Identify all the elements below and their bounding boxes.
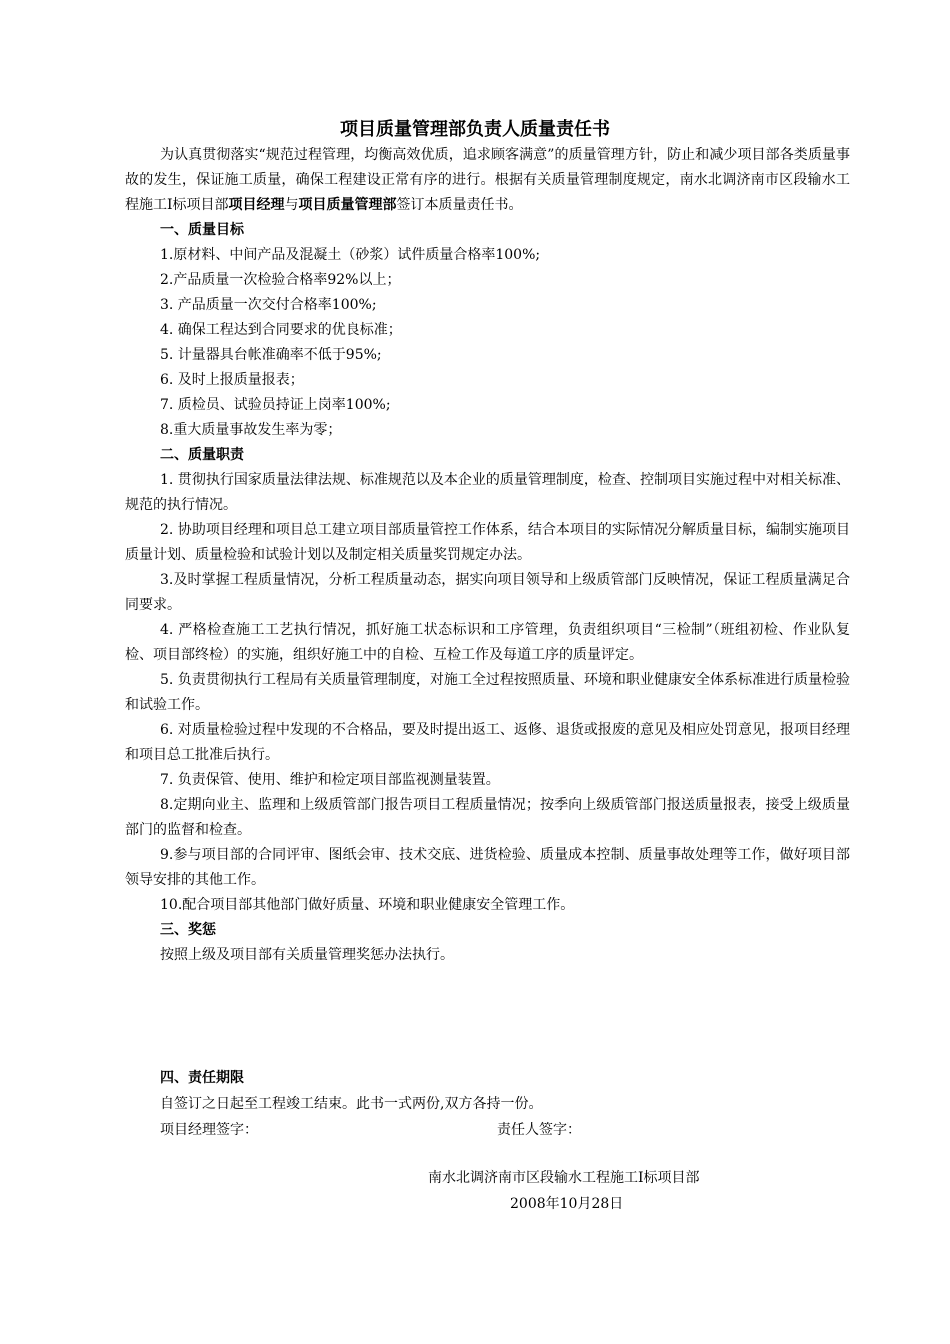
intro-bold-quality-dept: 项目质量管理部 <box>298 197 397 213</box>
section2-item: 5. 负责贯彻执行工程局有关质量管理制度，对施工全过程按照质量、环境和职业健康安全体系标准进行质量检验和试验工作。 <box>125 672 850 713</box>
section1-item: 5. 计量器具台帐准确率不低于95%; <box>160 347 382 363</box>
document-title: 项目质量管理部负责人质量责任书 <box>340 119 610 140</box>
section1-item: 8.重大质量事故发生率为零； <box>160 422 342 438</box>
section2-heading: 二、质量职责 <box>160 447 244 463</box>
intro-text-mid: 与 <box>284 197 299 213</box>
section2-item: 3.及时掌握工程质量情况，分析工程质量动态，据实向项目领导和上级质管部门反映情况，保证工程质量满足合同要求。 <box>125 572 850 613</box>
section2-item: 6. 对质量检验过程中发现的不合格品，要及时提出返工、返修、退货或报废的意见及相应处罚意见，报项目经理和项目总工批准后执行。 <box>125 722 850 763</box>
section3-heading: 三、奖惩 <box>160 922 216 938</box>
section1-item: 2.产品质量一次检验合格率92%以上； <box>160 272 401 288</box>
section2-item: 8.定期向业主、监理和上级质管部门报告项目工程质量情况；按季向上级质管部门报送质量报表，接受上级质量部门的监督和检查。 <box>125 797 850 838</box>
section2-item: 2. 协助项目经理和项目总工建立项目部质量管控工作体系，结合本项目的实际情况分解质量目标，编制实施项目质量计划、质量检验和试验计划以及制定相关质量奖罚规定办法。 <box>125 522 850 563</box>
section3-text: 按照上级及项目部有关质量管理奖惩办法执行。 <box>160 947 454 963</box>
section1-item: 7. 质检员、试验员持证上岗率100%; <box>160 397 391 413</box>
responsible-signature-label: 责任人签字： <box>497 1122 581 1138</box>
section1-item: 1.原材料、中间产品及混凝土（砂浆）试件质量合格率100%; <box>160 247 541 263</box>
section1-item: 3. 产品质量一次交付合格率100%; <box>160 297 377 313</box>
intro-text-before: 为认真贯彻落实“规范过程管理，均衡高效优质，追求顾客满意”的质量管理方针，防止和减少项目部各类质量事故的发生，保证施工质量，确保工程建设正常有序的进行。根据有关质量管理制度规定，南水北调济南市区段输水工程施工Ⅰ标项目部 <box>125 147 850 213</box>
section1-item: 6. 及时上报质量报表； <box>160 372 304 388</box>
section2-item: 10.配合项目部其他部门做好质量、环境和职业健康安全管理工作。 <box>160 897 575 913</box>
intro-paragraph <box>125 143 850 218</box>
section2-item: 9.参与项目部的合同评审、图纸会审、技术交底、进货检验、质量成本控制、质量事故处理等工作，做好项目部领导安排的其他工作。 <box>125 847 850 888</box>
section2-item: 4. 严格检查施工工艺执行情况，抓好施工状态标识和工序管理，负责组织项目“三检制”（班组初检、作业队复检、项目部终检）的实施，组织好施工中的自检、互检工作及每道工序的质量评定。 <box>125 622 850 663</box>
intro-text-after: 签订本质量责任书。 <box>396 197 523 213</box>
footer-organization: 南水北调济南市区段输水工程施工Ⅰ标项目部 <box>428 1170 700 1186</box>
section2-item: 7. 负责保管、使用、维护和检定项目部监视测量装置。 <box>160 772 500 788</box>
section1-item: 4. 确保工程达到合同要求的优良标准； <box>160 322 402 338</box>
section1-heading: 一、质量目标 <box>160 222 244 238</box>
document-body <box>125 143 850 968</box>
intro-bold-project-manager: 项目经理 <box>228 197 285 213</box>
section2-item: 1. 贯彻执行国家质量法律法规、标准规范以及本企业的质量管理制度，检查、控制项目实施过程中对相关标准、规范的执行情况。 <box>125 472 850 513</box>
manager-signature-label: 项目经理签字： <box>160 1122 258 1138</box>
section4-heading: 四、责任期限 <box>160 1070 244 1086</box>
signature-row <box>160 1117 850 1143</box>
section4-text: 自签订之日起至工程竣工结束。此书一式两份,双方各持一份。 <box>160 1096 543 1112</box>
footer-date: 2008年10月28日 <box>510 1196 624 1212</box>
document-footer <box>428 1165 700 1217</box>
closing-section <box>160 1065 850 1143</box>
